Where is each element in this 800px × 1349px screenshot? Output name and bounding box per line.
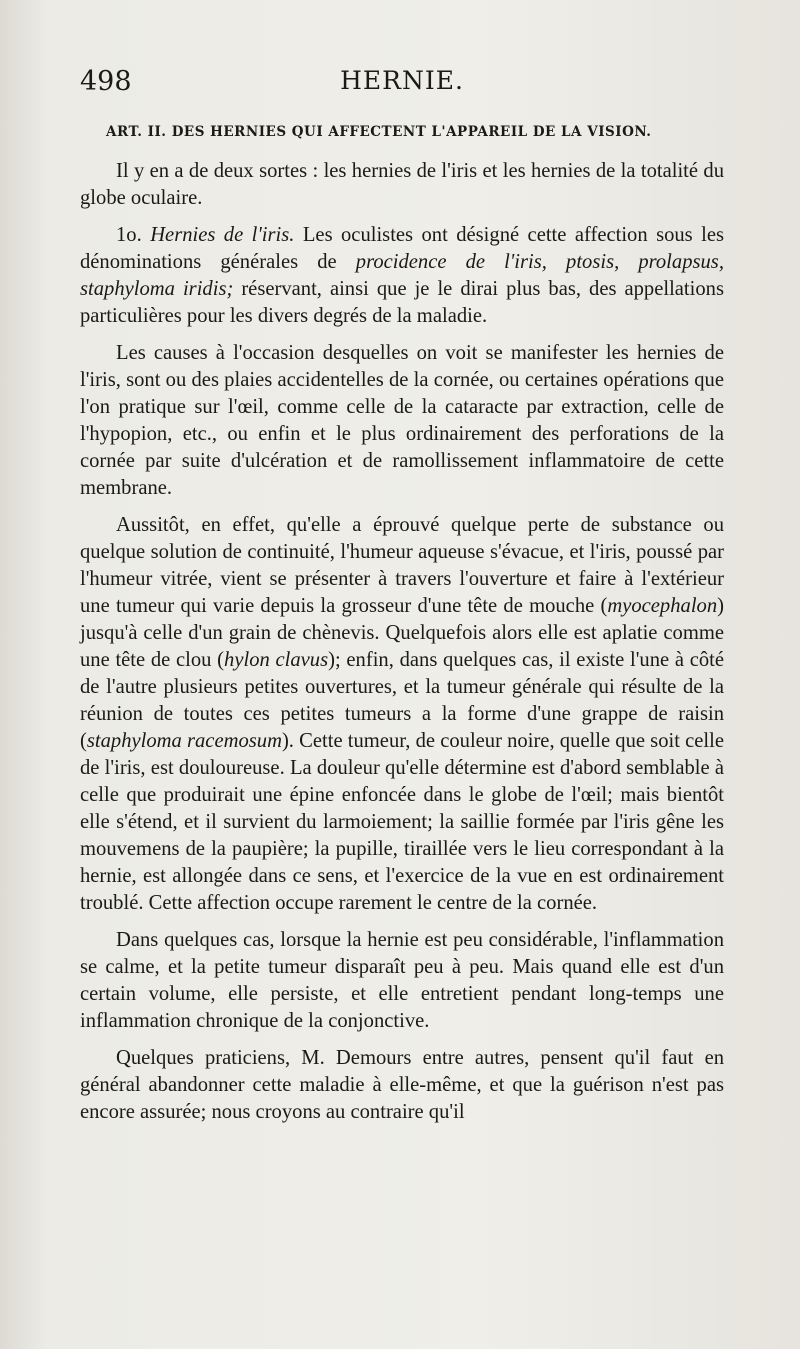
- paragraph-4-italic-1: myocephalon: [607, 595, 718, 617]
- paragraph-4-italic-3: staphyloma racemosum: [86, 730, 282, 752]
- paragraph-2-italic: procidence de l'iris, ptosis, prolapsus, staphyloma iridis;: [80, 251, 724, 300]
- page-number: 498: [80, 66, 132, 97]
- section-heading: ART. II. DES HERNIES QUI AFFECTENT L'APPAREIL DE LA VISION.: [106, 124, 652, 140]
- paragraph-4: [80, 512, 724, 917]
- paragraph-3: Les causes à l'occasion desquelles on voit se manifester les hernies de l'iris, sont ou des plaies accidentelles de la cornée, ou certaines opérations que l'on pratique sur l'œil, comme celle de la cataracte par extraction, celle de l'hypopion, etc., ou enfin et le plus ordinairement des perforations de la cornée par suite d'ulcération et de ramollissement inflammatoire de cette membrane.: [80, 342, 724, 499]
- running-title: HERNIE.: [340, 66, 464, 95]
- paragraph-6: Quelques praticiens, M. Demours entre autres, pensent qu'il faut en général abandonner cette maladie à elle-même, et que la guérison n'est pas encore assurée; nous croyons au contraire qu'il: [80, 1047, 724, 1123]
- paragraph-4-text-b: ) jusqu'à celle d'un grain de chènevis. Quelquefois alors elle est aplatie comme une tête de clou (: [80, 595, 724, 671]
- paragraph-2: [80, 222, 724, 330]
- paragraph-4-text-a: Aussitôt, en effet, qu'elle a éprouvé quelque perte de substance ou quelque solution de continuité, l'humeur aqueuse s'évacue, et l'iris, poussé par l'humeur vitrée, vient se présenter à travers l'ouverture et faire à l'extérieur une tumeur qui varie depuis la grosseur d'une tête de mouche (: [80, 514, 724, 617]
- paragraph-2-text-b: réservant, ainsi que je le dirai plus bas, des appellations particulières pour les divers degrés de la maladie.: [80, 278, 724, 327]
- paragraph-1: Il y en a de deux sortes : les hernies de l'iris et les hernies de la totalité du globe oculaire.: [80, 160, 724, 209]
- paragraph-5: Dans quelques cas, lorsque la hernie est peu considérable, l'inflammation se calme, et la petite tumeur disparaît peu à peu. Mais quand elle est d'un certain volume, elle persiste, et elle entretient pendant long-temps une inflammation chronique de la conjonctive.: [80, 929, 724, 1032]
- paragraph-2-text-a: Les oculistes ont désigné cette affection sous les dénominations générales de: [80, 224, 724, 273]
- paragraph-4-text-c: ); enfin, dans quelques cas, il existe l'une à côté de l'autre plusieurs petites ouvertures, et la tumeur générale qui résulte de la réunion de toutes ces petites tumeurs a la forme d'une grappe de raisin (: [80, 649, 725, 752]
- subsection-number: 1o.: [116, 224, 142, 246]
- body-text: [80, 158, 724, 1136]
- page-header: [80, 66, 724, 106]
- paragraph-4-text-d: ). Cette tumeur, de couleur noire, quelle que soit celle de l'iris, est douloureuse. La douleur qu'elle détermine est d'abord semblable à celle que produirait une épine enfoncée dans le globe de l'œil; mais bientôt elle s'étend, et il survient du larmoiement; la saillie formée par l'iris gêne les mouvemens de la paupière; la pupille, tiraillée vers le lieu correspondant à la hernie, est allongée dans ce sens, et l'exercice de la vue en est ordinairement troublé. Cette affection occupe rarement le centre de la cornée.: [80, 730, 724, 914]
- paragraph-4-italic-2: hylon clavus: [224, 649, 329, 671]
- subsection-title: Hernies de l'iris.: [150, 224, 295, 246]
